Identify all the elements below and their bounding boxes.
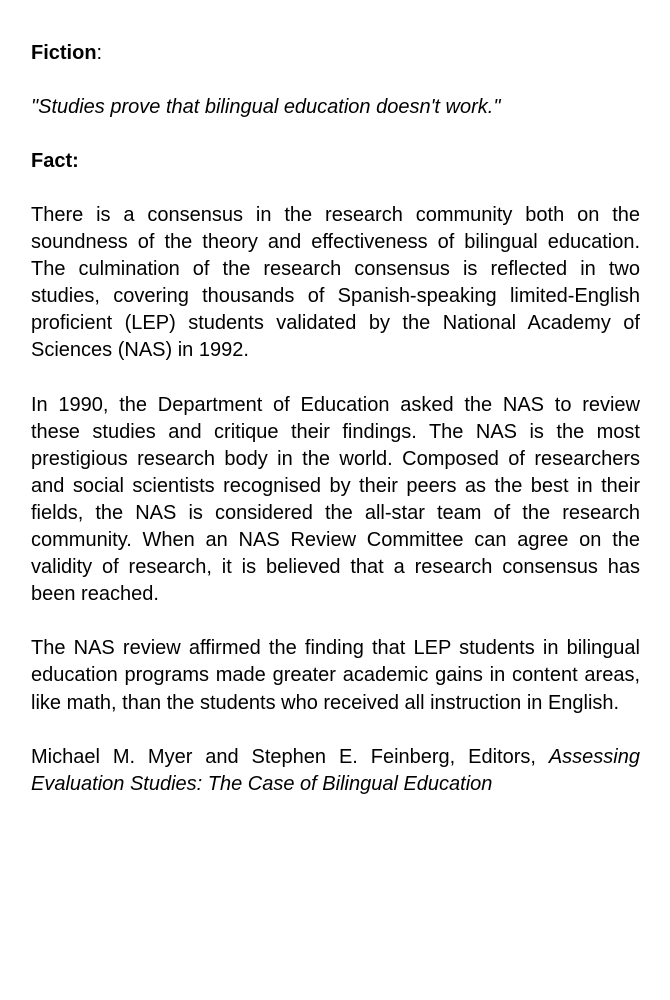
fiction-quote: "Studies prove that bilingual education doesn't work."	[31, 96, 501, 118]
fiction-heading: Fiction	[31, 42, 97, 64]
document-body	[31, 40, 640, 798]
citation-title: Assessing Evaluation Studies: The Case of Bilingual Education	[31, 745, 640, 795]
fact-paragraph-2: In 1990, the Department of Education asked the NAS to review these studies and critique their findings. The NAS is the most prestigious research body in the world. Composed of researchers and social scientists recognised by their peers as the best in their fields, the NAS is considered the all-star team of the research community. When an NAS Review Committee can agree on the validity of research, it is believed that a research consensus has been reached.	[31, 393, 640, 606]
fact-paragraph-3: The NAS review affirmed the finding that LEP students in bilingual education programs made greater academic gains in content areas, like math, than the students who received all instruction in English.	[31, 637, 640, 714]
fact-heading: Fact:	[31, 150, 79, 172]
fiction-heading-line	[31, 40, 640, 67]
fiction-colon: :	[96, 42, 103, 64]
citation-authors: Michael M. Myer and Stephen E. Feinberg, Editors,	[31, 745, 536, 768]
citation	[31, 744, 640, 798]
fact-paragraph-1: There is a consensus in the research community both on the soundness of the theory and effectiveness of bilingual education. The culmination of the research consensus is reflected in two studies, covering thousands of Spanish-speaking limited-English proficient (LEP) students validated by the National Academy of Sciences (NAS) in 1992.	[31, 204, 640, 362]
